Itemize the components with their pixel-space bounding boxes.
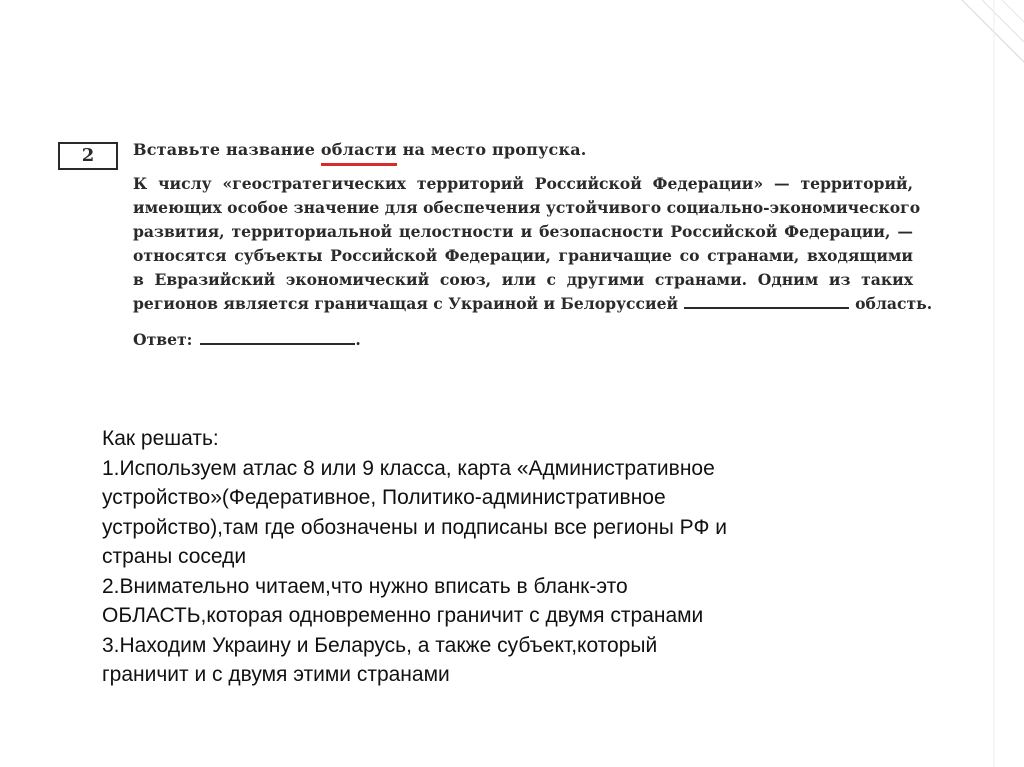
answer-label: Ответ: (133, 330, 193, 349)
instruction-text-end: на место пропуска. (396, 140, 587, 159)
instruction-highlighted-word: области (321, 138, 397, 162)
task-body-line: в Евразийский экономический союз, или с другими странами. Одним из таких (133, 270, 913, 289)
solution-line: устройство),там где обозначены и подписаны все регионы РФ и (102, 515, 727, 539)
task-instruction (133, 138, 587, 162)
task-body-line: К числу «геостратегических территорий Российской Федерации» — территорий, (133, 174, 913, 193)
task-body (133, 172, 933, 316)
solution-line: страны соседи (102, 545, 247, 568)
solution-heading: Как решать: (102, 427, 219, 450)
solution-line: 1.Используем атлас 8 или 9 класса, карта «Административное (102, 456, 715, 480)
answer-blank (200, 329, 355, 345)
exam-task-scan (58, 130, 933, 370)
fill-in-blank (684, 293, 849, 309)
solution-line: ОБЛАСТЬ,которая одновременно граничит с двумя странами (102, 604, 704, 627)
task-body-line: относятся субъекты Российской Федерации, граничащие со странами, входящими (133, 246, 913, 265)
corner-decoration (954, 0, 1024, 767)
solution-line: устройство»(Федеративное, Политико-административное (102, 486, 666, 509)
last-line-text: регионов является граничащая с Украиной и Белоруссией (133, 294, 679, 313)
task-body-line: имеющих особое значение для обеспечения устойчивого социально-экономического (133, 198, 921, 217)
solution-line: 2.Внимательно читаем,что нужно вписать в бланк-это (102, 574, 628, 598)
solution-line: 3.Находим Украину и Беларусь, а также субъект,который (102, 633, 658, 657)
answer-row (133, 328, 361, 352)
solution-text (102, 424, 842, 690)
task-number: 2 (58, 142, 118, 170)
task-body-last-line (133, 292, 933, 316)
task-body-line: развития, территориальной целостности и безопасности Российской Федерации, — (133, 222, 913, 241)
last-line-end: область. (855, 294, 933, 313)
solution-line: граничит и с двумя этими странами (102, 663, 450, 686)
instruction-text-start: Вставьте название (133, 140, 321, 159)
answer-end: . (355, 330, 361, 349)
